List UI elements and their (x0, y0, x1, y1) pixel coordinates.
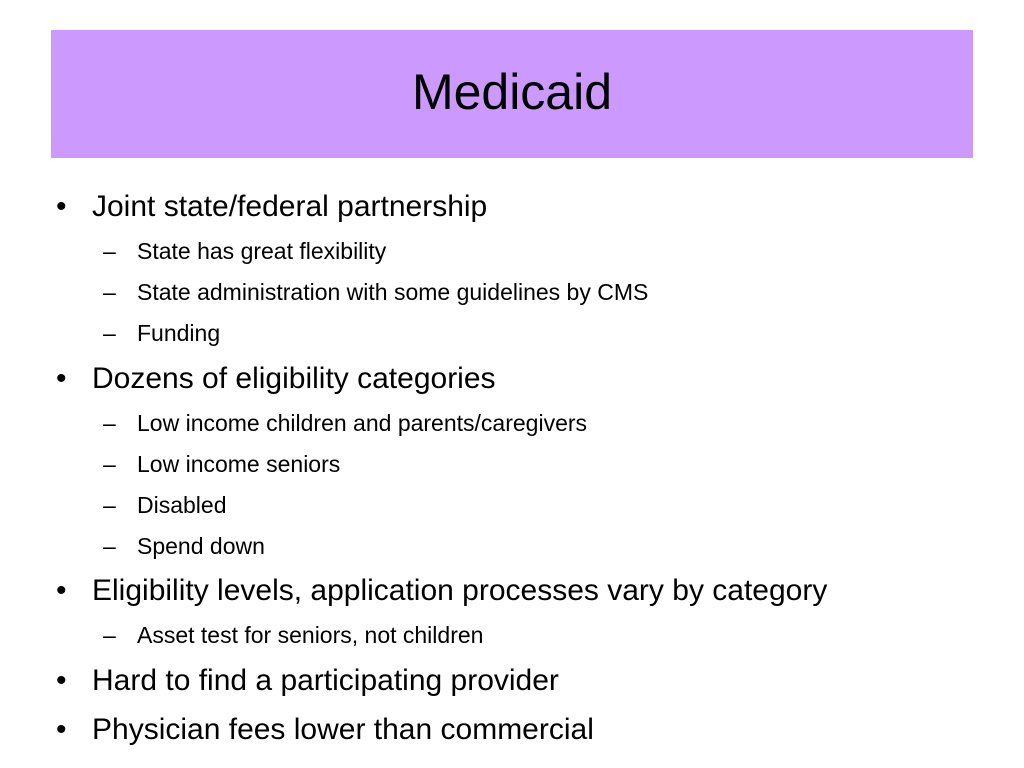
bullet-text: Hard to find a participating provider (92, 664, 559, 697)
dash-marker: – (103, 279, 116, 305)
sub-bullet-text: Low income seniors (137, 451, 341, 477)
bullet-text: Physician fees lower than commercial (92, 713, 594, 746)
dash-marker: – (103, 238, 116, 264)
bullet-marker: • (56, 362, 67, 395)
bullet-marker: • (56, 574, 67, 607)
sub-bullet-text: Asset test for seniors, not children (137, 622, 484, 648)
dash-marker: – (103, 533, 116, 559)
dash-marker: – (103, 320, 116, 346)
dash-marker: – (103, 622, 116, 648)
sub-bullet-text: State has great flexibility (137, 238, 387, 264)
dash-marker: – (103, 410, 116, 436)
bullet-marker: • (56, 190, 67, 223)
bullet-text: Joint state/federal partnership (92, 190, 488, 223)
bullet-text: Eligibility levels, application processes vary by category (92, 574, 828, 607)
bullet-marker: • (56, 713, 67, 746)
bullet-marker: • (56, 664, 67, 697)
sub-bullet-text: Disabled (137, 492, 227, 518)
sub-bullet-text: Low income children and parents/caregivers (137, 410, 588, 436)
bullet-text: Dozens of eligibility categories (92, 362, 496, 395)
slide-title: Medicaid (411, 64, 613, 120)
sub-bullet-text: Spend down (137, 533, 265, 559)
dash-marker: – (103, 451, 116, 477)
sub-bullet-text: State administration with some guidelines by CMS (137, 279, 649, 305)
sub-bullet-text: Funding (137, 320, 221, 346)
dash-marker: – (103, 492, 116, 518)
